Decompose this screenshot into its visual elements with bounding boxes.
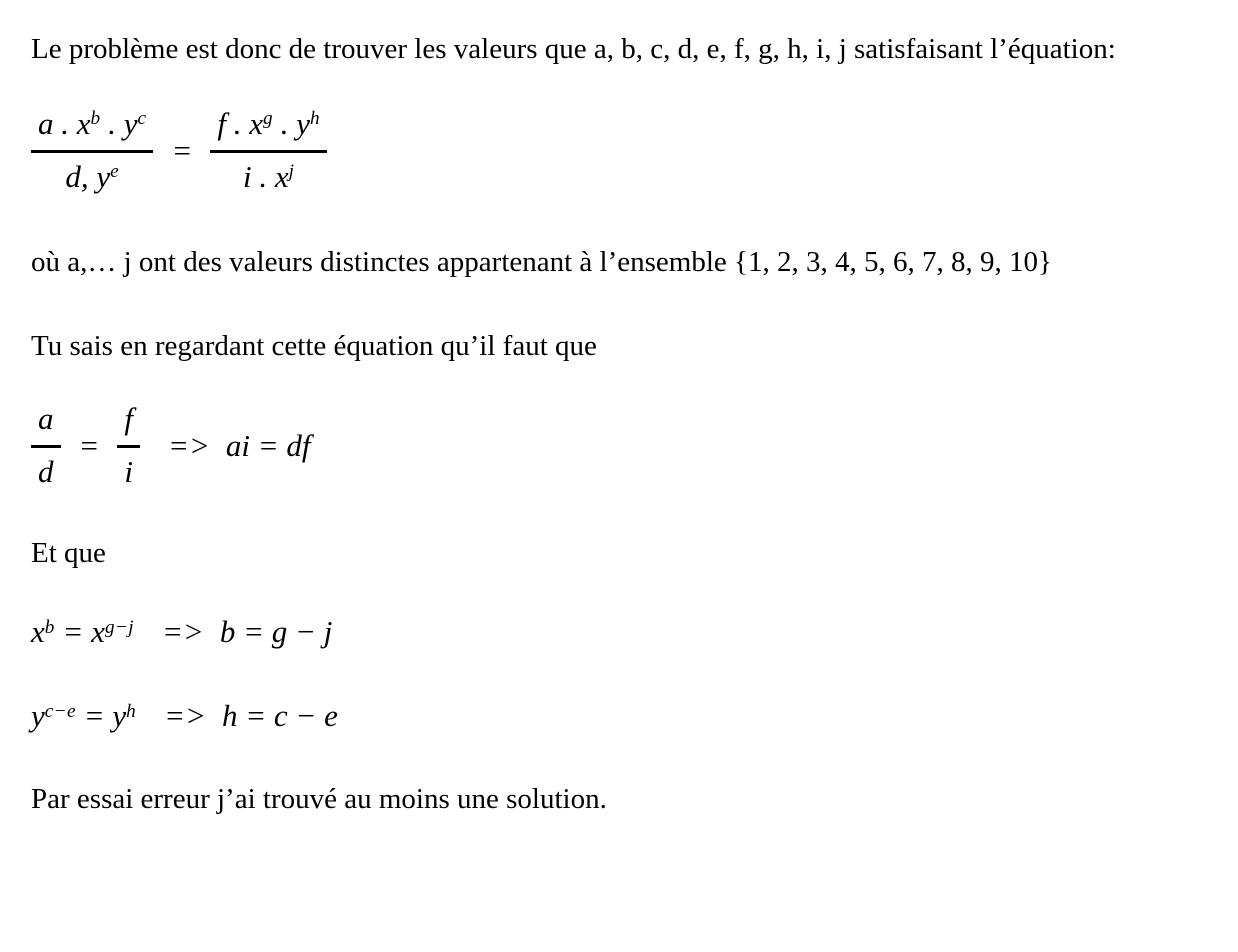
equals-sign: = xyxy=(171,132,193,168)
fraction-f-over-i-numerator: f xyxy=(117,401,140,448)
equation-x-exponents xyxy=(31,614,1198,650)
fraction-left-denominator: d, $y^e$ xyxy=(65,159,120,195)
paragraph-observation: Tu sais en regardant cette équation qu’il faut que xyxy=(31,330,597,363)
equation-ratio xyxy=(31,401,1198,490)
conclusion-h-ce: h = c − e xyxy=(221,698,338,734)
fraction-a-over-d-numerator: a xyxy=(31,401,61,448)
conclusion-b-gj: b = g − j xyxy=(219,614,333,650)
equation-y-exponents xyxy=(31,698,1198,734)
paragraph-intro: Le problème est donc de trouver les valeurs que a, b, c, d, e, f, g, h, i, j satisfaisant l’équation: xyxy=(31,33,1116,65)
fraction-left xyxy=(31,106,153,195)
equals-sign: = xyxy=(78,427,100,463)
implies-arrow: => xyxy=(162,614,204,650)
equation-main xyxy=(31,106,1198,195)
fraction-right xyxy=(210,106,327,195)
paragraph-closing: Par essai erreur j’ai trouvé au moins une solution. xyxy=(31,783,607,816)
paragraph-and-that: Et que xyxy=(31,537,106,570)
fraction-a-over-d-denominator: d xyxy=(38,454,54,490)
fraction-right-denominator: i . $x^j$ xyxy=(243,159,295,195)
conclusion-ai-df: ai = df xyxy=(225,427,311,463)
fraction-f-over-i-denominator: i xyxy=(124,454,134,490)
fraction-right-numerator: f . $x^g$ . $y^h$ xyxy=(210,106,327,153)
paragraph-constraint: où a,… j ont des valeurs distinctes appartenant à l’ensemble {1, 2, 3, 4, 5, 6, 7, 8, 9, 10} xyxy=(31,246,1052,279)
implies-arrow: => xyxy=(164,698,206,734)
equation-y-body: $y^{c-e} = y^h$ xyxy=(31,698,137,734)
fraction-a-over-d xyxy=(31,401,61,490)
fraction-f-over-i xyxy=(117,401,140,490)
implies-arrow: => xyxy=(168,427,210,463)
equation-x-body: $x^b = x^{g-j}$ xyxy=(31,614,135,650)
fraction-left-numerator: a . $x^b$ . $y^c$ xyxy=(31,106,153,153)
